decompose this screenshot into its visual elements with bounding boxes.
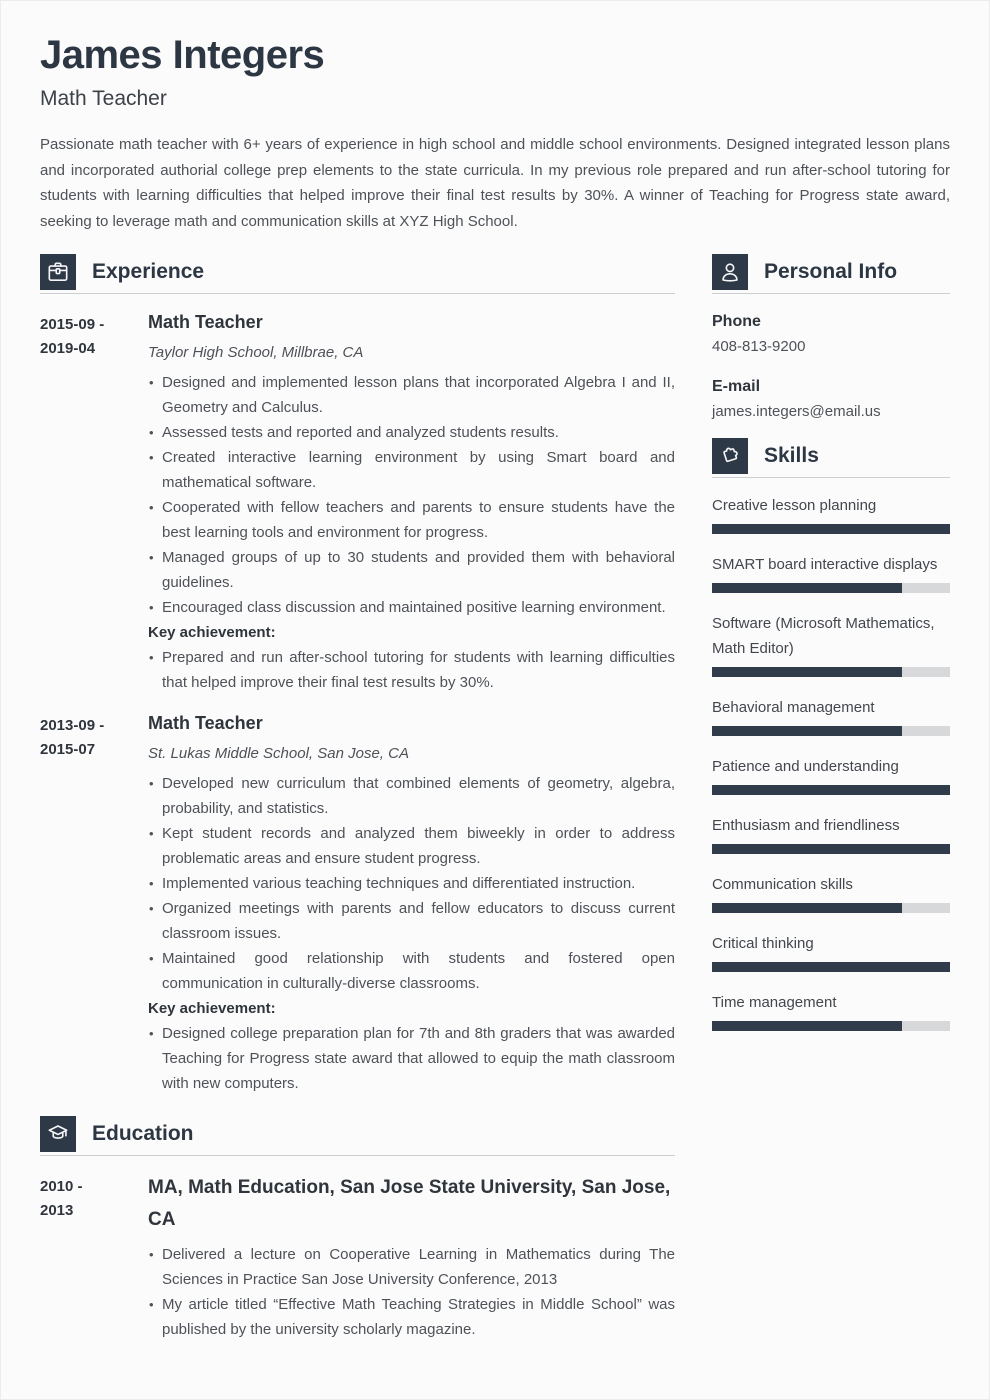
key-achievement-label: Key achievement: — [148, 1000, 276, 1017]
main-column — [40, 254, 675, 1342]
personal-info-section — [712, 254, 950, 424]
bullet-dot-icon: • — [149, 500, 154, 515]
skill-progress-bar — [712, 903, 950, 913]
sidebar — [712, 254, 950, 1342]
job-company: St. Lukas Middle School, San Jose, CA — [148, 745, 409, 762]
job-bullet-text: Cooperated with fellow teachers and parents to ensure students have the best learning tools and environment for progress. — [162, 499, 675, 541]
puzzle-piece-icon — [712, 438, 748, 474]
skill-progress-fill — [712, 903, 902, 913]
job-bullet-text: Managed groups of up to 30 students and provided them with behavioral guidelines. — [162, 549, 675, 591]
skill-label: Behavioral management — [712, 699, 875, 716]
job-bullet-text: Designed and implemented lesson plans that incorporated Algebra I and II, Geometry and Calculus. — [162, 374, 675, 416]
skill-item — [712, 872, 950, 913]
job-bullet — [148, 896, 675, 946]
personal-info-section-header — [712, 254, 950, 294]
bullet-dot-icon: • — [149, 1297, 154, 1312]
summary-paragraph: Passionate math teacher with 6+ years of experience in high school and middle school environments. Designed integrated lesson plans and incorporated authorial college prep elements to the state curricula. In my previous role prepared and run after-school tutoring for students with learning difficulties that helped improve their final test results by 30%. A winner of Teaching for Progress state award, seeking to leverage math and communication skills at XYZ High School. — [40, 136, 950, 230]
date-start: 2013-09 - — [40, 717, 105, 734]
job-bullet — [148, 595, 675, 620]
key-achievement-text: Prepared and run after-school tutoring for students with learning difficulties that helped improve their final test results by 30%. — [162, 649, 675, 691]
bullet-dot-icon: • — [149, 951, 154, 966]
skill-progress-bar — [712, 726, 950, 736]
key-achievement-label: Key achievement: — [148, 624, 276, 641]
experience-entry — [40, 711, 675, 1096]
job-bullet-text: Encouraged class discussion and maintained positive learning environment. — [162, 599, 666, 616]
skill-item — [712, 990, 950, 1031]
skill-label: Communication skills — [712, 876, 853, 893]
personal-info-heading: Personal Info — [764, 260, 898, 283]
person-icon — [712, 254, 748, 290]
skill-progress-bar — [712, 1021, 950, 1031]
job-bullet — [148, 420, 675, 445]
bullet-dot-icon: • — [149, 1247, 154, 1262]
key-achievement-text: Designed college preparation plan for 7th and 8th graders that was awarded Teaching for Progress state award that allowed to equip the math classroom with new computers. — [162, 1025, 675, 1092]
date-end: 2013 — [40, 1202, 74, 1219]
education-bullet-text: My article titled “Effective Math Teaching Strategies in Middle School” was published by the university scholarly magazine. — [162, 1296, 675, 1338]
skill-item — [712, 813, 950, 854]
person-headline: Math Teacher — [40, 87, 167, 110]
skill-label: Critical thinking — [712, 935, 814, 952]
date-end: 2015-07 — [40, 741, 96, 758]
education-details — [148, 1172, 675, 1342]
experience-dates — [40, 711, 148, 1096]
job-bullet — [148, 946, 675, 996]
education-bullet — [148, 1242, 675, 1292]
briefcase-icon — [40, 254, 76, 290]
skill-label: Enthusiasm and friendliness — [712, 817, 900, 834]
job-title: Math Teacher — [148, 312, 263, 332]
job-bullet — [148, 545, 675, 595]
job-title: Math Teacher — [148, 713, 263, 733]
bullet-dot-icon: • — [149, 876, 154, 891]
job-bullet-text: Kept student records and analyzed them biweekly in order to address problematic areas and ensure student progress. — [162, 825, 675, 867]
education-heading: Education — [92, 1122, 194, 1145]
experience-heading: Experience — [92, 260, 205, 283]
key-achievement-bullet — [148, 645, 675, 695]
skill-progress-fill — [712, 726, 902, 736]
education-bullet-text: Delivered a lecture on Cooperative Learning in Mathematics during The Sciences in Practice San Jose University Conference, 2013 — [162, 1246, 675, 1288]
skill-label: Patience and understanding — [712, 758, 899, 775]
skills-list — [712, 493, 950, 1031]
phone-value: 408-813-9200 — [712, 338, 806, 355]
email-label: E-mail — [712, 378, 761, 395]
job-bullet — [148, 871, 675, 896]
job-bullet — [148, 821, 675, 871]
date-start: 2015-09 - — [40, 316, 105, 333]
bullet-dot-icon: • — [149, 826, 154, 841]
skill-progress-fill — [712, 524, 950, 534]
skill-progress-fill — [712, 844, 950, 854]
bullet-dot-icon: • — [149, 1026, 154, 1041]
bullet-dot-icon: • — [149, 425, 154, 440]
skill-label: Software (Microsoft Mathematics, Math Editor) — [712, 615, 935, 657]
skills-section — [712, 438, 950, 1031]
skill-label: Creative lesson planning — [712, 497, 877, 514]
education-entry — [40, 1172, 675, 1342]
job-bullet — [148, 445, 675, 495]
skill-progress-bar — [712, 962, 950, 972]
skill-progress-bar — [712, 844, 950, 854]
date-end: 2019-04 — [40, 340, 96, 357]
job-bullet-text: Assessed tests and reported and analyzed students results. — [162, 424, 559, 441]
date-start: 2010 - — [40, 1178, 83, 1195]
resume-header — [40, 34, 950, 234]
experience-dates — [40, 310, 148, 695]
skill-item — [712, 493, 950, 534]
skill-progress-fill — [712, 785, 950, 795]
job-bullet-text: Maintained good relationship with students and fostered open communication in culturally-diverse classrooms. — [162, 950, 675, 992]
job-bullet — [148, 771, 675, 821]
person-name: James Integers — [40, 33, 325, 77]
skill-item — [712, 754, 950, 795]
bullet-dot-icon: • — [149, 550, 154, 565]
skill-progress-bar — [712, 667, 950, 677]
skill-progress-bar — [712, 524, 950, 534]
skill-progress-bar — [712, 785, 950, 795]
skill-progress-fill — [712, 583, 902, 593]
skill-label: Time management — [712, 994, 837, 1011]
key-achievement-bullet — [148, 1021, 675, 1096]
graduation-cap-icon — [40, 1116, 76, 1152]
skills-heading: Skills — [764, 444, 819, 467]
bullet-dot-icon: • — [149, 776, 154, 791]
education-dates — [40, 1172, 148, 1342]
degree-title: MA, Math Education, San Jose State University, San Jose, CA — [148, 1177, 671, 1230]
skill-progress-fill — [712, 962, 950, 972]
skill-item — [712, 695, 950, 736]
email-value: james.integers@email.us — [712, 403, 881, 420]
job-bullet-text: Implemented various teaching techniques and differentiated instruction. — [162, 875, 636, 892]
skill-label: SMART board interactive displays — [712, 556, 938, 573]
phone-label: Phone — [712, 313, 761, 330]
education-bullets — [148, 1242, 675, 1342]
skills-section-header — [712, 438, 950, 478]
job-bullet-text: Created interactive learning environment by using Smart board and mathematical software. — [162, 449, 675, 491]
experience-section — [40, 254, 675, 1096]
bullet-dot-icon: • — [149, 600, 154, 615]
bullet-dot-icon: • — [149, 375, 154, 390]
job-bullet — [148, 495, 675, 545]
skill-progress-bar — [712, 583, 950, 593]
education-section-header — [40, 1116, 675, 1156]
bullet-dot-icon: • — [149, 650, 154, 665]
experience-section-header — [40, 254, 675, 294]
job-company: Taylor High School, Millbrae, CA — [148, 344, 364, 361]
bullet-dot-icon: • — [149, 901, 154, 916]
skill-progress-fill — [712, 1021, 902, 1031]
skill-item — [712, 552, 950, 593]
experience-details — [148, 711, 675, 1096]
job-bullet — [148, 370, 675, 420]
skill-progress-fill — [712, 667, 902, 677]
education-section — [40, 1116, 675, 1342]
job-bullet-text: Organized meetings with parents and fellow educators to discuss current classroom issues. — [162, 900, 675, 942]
skill-item — [712, 611, 950, 677]
experience-entry — [40, 310, 675, 695]
experience-details — [148, 310, 675, 695]
education-bullet — [148, 1292, 675, 1342]
skill-item — [712, 931, 950, 972]
job-bullet-text: Developed new curriculum that combined elements of geometry, algebra, probability, and statistics. — [162, 775, 675, 817]
two-column-layout — [40, 254, 950, 1342]
bullet-dot-icon: • — [149, 450, 154, 465]
